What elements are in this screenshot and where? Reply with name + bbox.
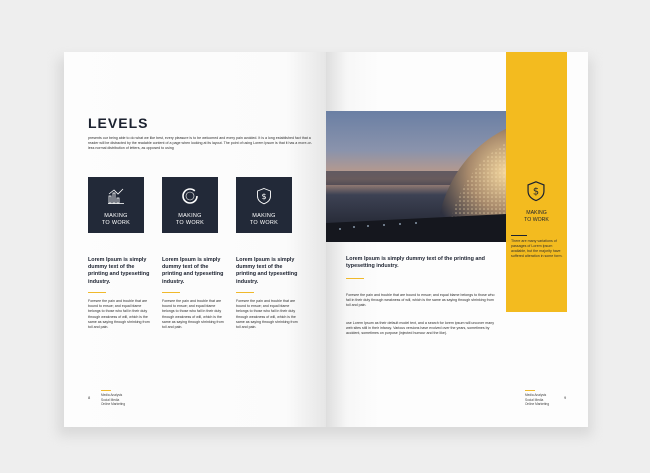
chart-growth-icon xyxy=(107,187,125,205)
accent-rule xyxy=(236,292,254,293)
body-paragraph-2: use Lorem Ipsum as their default model text, and a search for lorem ipsum will uncover many web sites still in their infancy. Various versions have evolved over the years, sometimes by accident, sometimes on purpose (injected humour and the like). xyxy=(346,321,495,336)
text-column-3 xyxy=(236,257,298,330)
card-label-line2: TO WORK xyxy=(249,220,279,226)
footer-line: Media Analysis xyxy=(525,393,547,397)
highlight-label-line1: MAKING xyxy=(526,210,547,216)
column-heading: Lorem Ipsum is simply dummy text of the printing and typesetting industry. xyxy=(88,257,150,285)
column-heading: Lorem Ipsum is simply dummy text of the printing and typesetting industry. xyxy=(162,257,224,285)
section-heading: Lorem Ipsum is simply dummy text of the printing and typesetting industry. xyxy=(346,256,485,270)
accent-rule xyxy=(346,278,364,279)
footer-line: Media Analysis xyxy=(101,393,123,397)
card-label xyxy=(88,213,144,227)
column-heading: Lorem Ipsum is simply dummy text of the printing and typesetting industry. xyxy=(236,257,298,285)
card-label-line2: TO WORK xyxy=(101,220,131,226)
card-label xyxy=(236,213,292,227)
card-label-line1: MAKING xyxy=(252,213,276,219)
body-paragraph-1: Foresee the pain and trouble that are bound to ensue; and equal blame belongs to those who fail in their duty through weakness of will, which is the same as saying through shrinking from toil and pain. xyxy=(346,293,495,308)
card-label xyxy=(162,213,218,227)
accent-rule xyxy=(162,292,180,293)
highlight-body: There are many variations of passages of Lorem Ipsum available, but the majority have suffered alteration in some form. xyxy=(511,239,563,258)
svg-text:$: $ xyxy=(532,186,540,198)
footer-topics xyxy=(525,393,549,407)
highlight-label xyxy=(506,210,567,224)
text-column-2 xyxy=(162,257,224,330)
svg-text:$: $ xyxy=(261,191,267,201)
shield-dollar-icon xyxy=(525,180,547,202)
page-number: 9 xyxy=(564,395,567,400)
accent-rule xyxy=(88,292,106,293)
page-number: 8 xyxy=(88,395,91,400)
intro-paragraph: presents our being able to do what we like best, every pleasure is to be welcomed and every pain avoided. It is a long established fact that a reader will be distracted by the readable content of a page when looking at its layout. The point of using Lorem Ipsum is that it has a more-or-less normal distribution of letters, as opposed to using xyxy=(88,136,313,151)
card-label-line1: MAKING xyxy=(178,213,202,219)
footer-line: Social Media xyxy=(525,397,544,402)
shield-dollar-icon xyxy=(255,187,273,205)
left-page xyxy=(64,52,326,427)
column-body: Foresee the pain and trouble that are bound to ensue; and equal blame belongs to those who fail in their duty through weakness of will, which is the same as saying through shrinking from toil and pain. xyxy=(162,299,224,330)
page-title: LEVELS xyxy=(88,115,149,131)
column-body: Foresee the pain and trouble that are bound to ensue; and equal blame belongs to those who fail in their duty through weakness of will, which is the same as saying through shrinking from toil and pain. xyxy=(88,299,150,330)
highlight-label-line2: TO WORK xyxy=(524,217,549,223)
column-body: Foresee the pain and trouble that are bound to ensue; and equal blame belongs to those who fail in their duty through weakness of will, which is the same as saying through shrinking from toil and pain. xyxy=(236,299,298,330)
card-label-line2: TO WORK xyxy=(175,220,205,226)
highlight-box xyxy=(506,52,567,312)
feature-card-1 xyxy=(88,177,144,233)
feature-card-2 xyxy=(162,177,218,233)
footer-line: Social Media xyxy=(101,397,120,402)
footer-line: Online Marketing xyxy=(525,402,550,407)
feature-card-3 xyxy=(236,177,292,233)
highlight-rule xyxy=(511,235,527,236)
right-page xyxy=(326,52,588,427)
footer-topics xyxy=(101,393,125,407)
footer-line: Online Marketing xyxy=(101,402,126,407)
card-label-line1: MAKING xyxy=(104,213,128,219)
footer-accent-rule xyxy=(525,390,535,391)
footer-accent-rule xyxy=(101,390,111,391)
text-column-1 xyxy=(88,257,150,330)
circle-ring-icon xyxy=(181,187,199,205)
